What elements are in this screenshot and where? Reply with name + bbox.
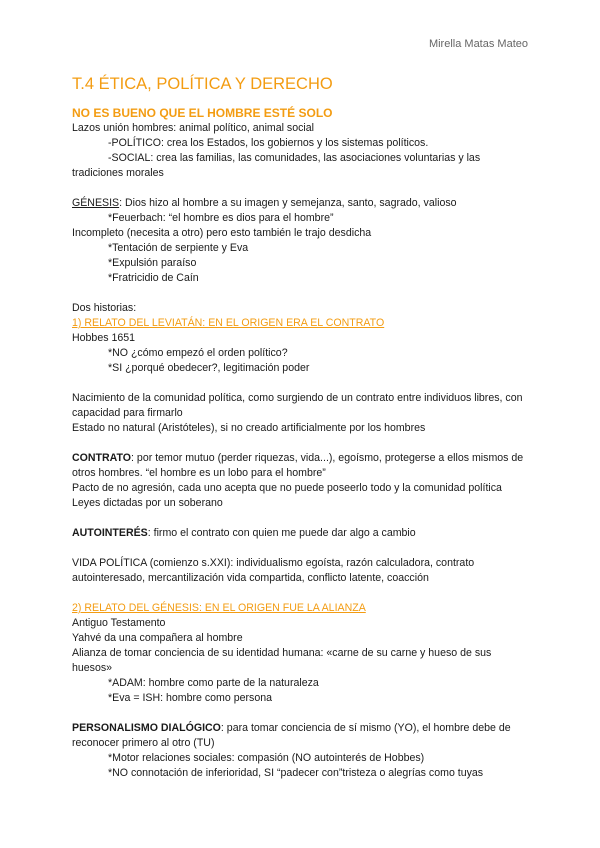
text-line: : por temor mutuo (perder riquezas, vida...), egoísmo, protegerse a ellos mismos de otros hombres. “el hombre es un lobo para el hombre” [72, 452, 524, 479]
text-line: *Expulsión paraíso [108, 257, 197, 269]
personalismo-paragraph [72, 721, 532, 751]
autointeres-term: AUTOINTERÉS [72, 527, 148, 539]
genesis-term: GÉNESIS [72, 197, 120, 209]
author-name: Mirella Matas Mateo [428, 38, 528, 50]
subsection-heading: 2) RELATO DEL GÉNESIS: EN EL ORIGEN FUE LA ALIANZA [72, 602, 366, 614]
autointeres-paragraph [72, 526, 532, 541]
text-line: Lazos unión hombres: animal político, animal social [72, 122, 315, 134]
personalismo-term: PERSONALISMO DIALÓGICO [72, 722, 221, 734]
text-line: *NO ¿cómo empezó el orden político? [108, 347, 288, 359]
text-line: Nacimiento de la comunidad política, como surgiendo de un contrato entre individuos libres, con capacidad para firmarlo [72, 392, 523, 419]
text-line: Yahvé da una compañera al hombre [72, 632, 243, 644]
text-line: -SOCIAL: crea las familias, las comunidades, las asociaciones voluntarias y las tradiciones morales [72, 152, 481, 179]
text-line: : para tomar conciencia de sí mismo (YO), el hombre debe de reconocer primero al otro (TU) [72, 722, 511, 749]
text-line: VIDA POLÍTICA (comienzo s.XXI): individualismo egoísta, razón calculadora, contrato autointeresado, mercantilización vida compartida, conflicto latente, coacción [72, 557, 475, 584]
text-line: : Dios hizo al hombre a su imagen y semejanza, santo, sagrado, valioso [119, 197, 457, 209]
text-line: Incompleto (necesita a otro) pero esto también le trajo desdicha [72, 227, 372, 239]
text-line: Leyes dictadas por un soberano [72, 497, 223, 509]
document-title: T.4 ÉTICA, POLÍTICA Y DERECHO [72, 75, 333, 93]
text-line: Alianza de tomar conciencia de su identidad humana: «carne de su carne y hueso de sus huesos» [72, 647, 492, 674]
text-line: -POLÍTICO: crea los Estados, los gobiernos y los sistemas políticos. [108, 137, 429, 149]
text-line: Hobbes 1651 [72, 332, 136, 344]
text-line: *SI ¿porqué obedecer?, legitimación poder [108, 362, 310, 374]
contrato-term: CONTRATO [72, 452, 132, 464]
text-line: *ADAM: hombre como parte de la naturaleza [108, 677, 319, 689]
text-line: Dos historias: [72, 302, 137, 314]
text-line: *NO connotación de inferioridad, SI “padecer con”tristeza o alegrías como tuyas [108, 767, 484, 779]
text-line: *Motor relaciones sociales: compasión (NO autointerés de Hobbes) [108, 752, 425, 764]
text-line: *Tentación de serpiente y Eva [108, 242, 249, 254]
subsection-heading: 1) RELATO DEL LEVIATÁN: EN EL ORIGEN ERA EL CONTRATO [72, 317, 385, 329]
genesis-paragraph [72, 196, 532, 211]
document-body [72, 74, 532, 781]
contrato-paragraph [72, 451, 532, 481]
text-line: Antiguo Testamento [72, 617, 166, 629]
text-line: *Eva = ISH: hombre como persona [108, 692, 272, 704]
text-line: Estado no natural (Aristóteles), si no creado artificialmente por los hombres [72, 422, 426, 434]
section-heading: NO ES BUENO QUE EL HOMBRE ESTÉ SOLO [72, 106, 333, 120]
text-line: *Feuerbach: “el hombre es dios para el hombre” [108, 212, 334, 224]
text-line: Pacto de no agresión, cada uno acepta que no puede poseerlo todo y la comunidad política [72, 482, 502, 494]
text-line: : firmo el contrato con quien me puede dar algo a cambio [147, 527, 416, 539]
text-line: *Fratricidio de Caín [108, 272, 199, 284]
